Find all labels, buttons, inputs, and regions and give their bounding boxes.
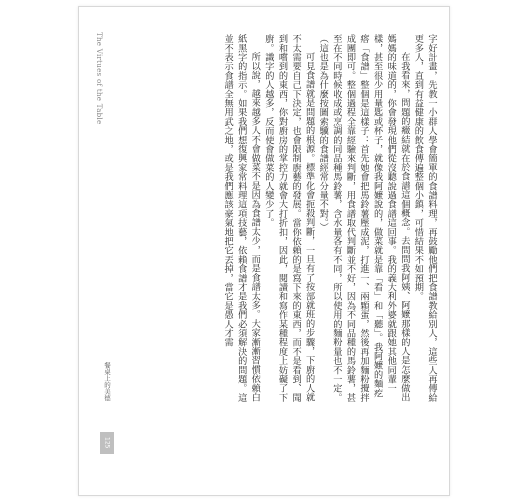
paragraph: 可見食譜就是問題的根源。標準化會扼殺判斷，一旦有了按部就班的步驟，下廚的人就不太需要自己下決定，也會限制廚藝的發展。當你依賴的是寫下來的東西，而不是看到、聞到和嚐到的東西，你對廚房的掌控力就會大打折扣，因此，閱讀和寫作某種程度上妨礙了下廚。識字的人越多，反而使會做菜的人變少了。: [262, 34, 315, 402]
paragraph: 在我看來，問題的癥結就在於食譜這個概念。去問問我阿姨、阿嬤那樣的人是怎麼做出媽媽的味道的，你會發現他們從沒聽說過食譜這回事。我的義大利外婆就跟她其他同輩一樣，甚至很少用量匙或杯子，就像我阿嬤說的，做菜就是靠「看」和「聽」。我阿嬤的麵疙瘩「食譜」整個是這樣子：首先她會把馬鈴薯壓成泥，打進一、兩顆蛋，然後再加麵粉攪拌成團即可。整個過程全靠經驗來判斷，用食譜取代判斷並不好，因為不同品種的馬鈴薯，甚至在不同時候收成或烹調的同品種馬鈴薯，含水量各有不同，所以使用的麵粉量也不一定。（這也是為什麼按圖索驥的食譜經常分量不對。）: [317, 34, 410, 402]
body-text: [120, 34, 438, 404]
page-number: 125: [100, 432, 114, 454]
paragraph: 所以說，越來越多人不會做菜不是因為食譜太少，而是食譜太多。大家漸漸習慣依賴白紙黑字的指示。如果我們想復興家常料理這項技藝，依賴食譜才是我們必須解決的問題。這並不表示食譜全無用武之地，或是我們應該豪氣地把它丟掉，當它是愚人才需: [222, 34, 261, 402]
paragraph: 字好計畫，先教一小群人學會簡單的食譜料理，再鼓勵他們把食譜教給別人，這些人再傳給更多人，直到有益健康的飲食傳遍整個小鎮，可惜結果不如預期。: [412, 34, 437, 402]
running-head: The Virtues of the Table: [95, 32, 103, 125]
book-title-footer: 餐桌上的美德: [103, 362, 111, 401]
